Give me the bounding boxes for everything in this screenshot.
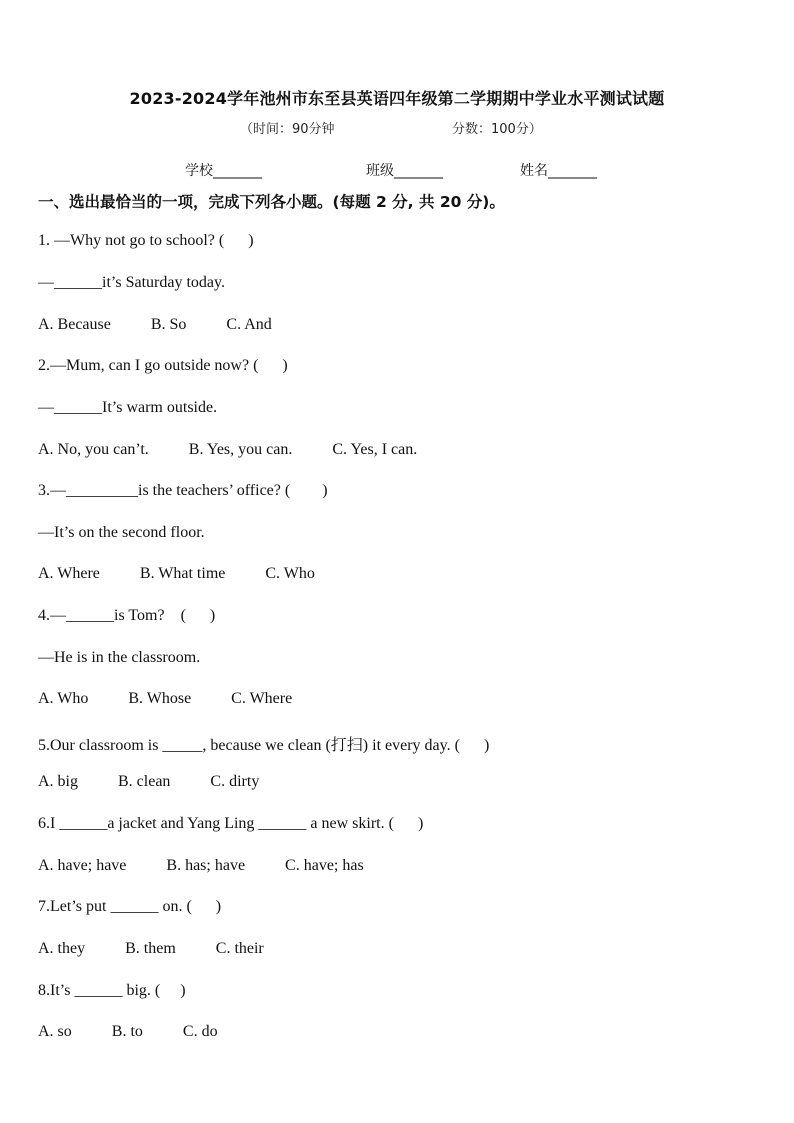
exam-title: 2023-2024学年池州市东至县英语四年级第二学期期中学业水平测试试题 xyxy=(129,89,665,108)
question-7-stem: 7.Let’s put ______ on. ( ) xyxy=(38,898,222,915)
question-8-options: A. so B. to C. do xyxy=(38,1023,218,1040)
question-6-options: A. have; have B. has; have C. have; has xyxy=(38,857,364,874)
question-2-response: —______It’s warm outside. xyxy=(38,399,218,416)
question-1-stem: 1. —Why not go to school? ( ) xyxy=(38,232,254,249)
class-field-label: 班级_______ xyxy=(366,163,443,179)
question-4-stem: 4.—______is Tom? ( ) xyxy=(38,607,216,624)
name-field-label: 姓名_______ xyxy=(520,163,597,179)
question-5-options: A. big B. clean C. dirty xyxy=(38,773,260,790)
question-1-response: —______it’s Saturday today. xyxy=(38,274,225,291)
question-3-response: —It’s on the second floor. xyxy=(38,524,205,541)
question-4-options: A. Who B. Whose C. Where xyxy=(38,690,293,707)
question-3-stem: 3.—_________is the teachers’ office? ( ) xyxy=(38,482,328,499)
question-2-stem: 2.—Mum, can I go outside now? ( ) xyxy=(38,357,288,374)
question-5-stem: 5.Our classroom is _____, because we clean (打扫) it every day. ( ) xyxy=(38,737,490,754)
question-1-options: A. Because B. So C. And xyxy=(38,316,272,333)
exam-time: （时间：90分钟 xyxy=(240,122,335,137)
section-title: 一、选出最恰当的一项，完成下列各小题。(每题 2 分, 共 20 分)。 xyxy=(38,193,505,211)
question-3-options: A. Where B. What time C. Who xyxy=(38,565,315,582)
question-6-stem: 6.I ______a jacket and Yang Ling ______ a new skirt. ( ) xyxy=(38,815,424,832)
question-4-response: —He is in the classroom. xyxy=(38,649,201,666)
question-2-options: A. No, you can’t. B. Yes, you can. C. Yes, I can. xyxy=(38,441,418,458)
school-field-label: 学校_______ xyxy=(185,163,262,179)
question-7-options: A. they B. them C. their xyxy=(38,940,264,957)
exam-score: 分数：100分） xyxy=(452,122,542,137)
question-8-stem: 8.It’s ______ big. ( ) xyxy=(38,982,186,999)
